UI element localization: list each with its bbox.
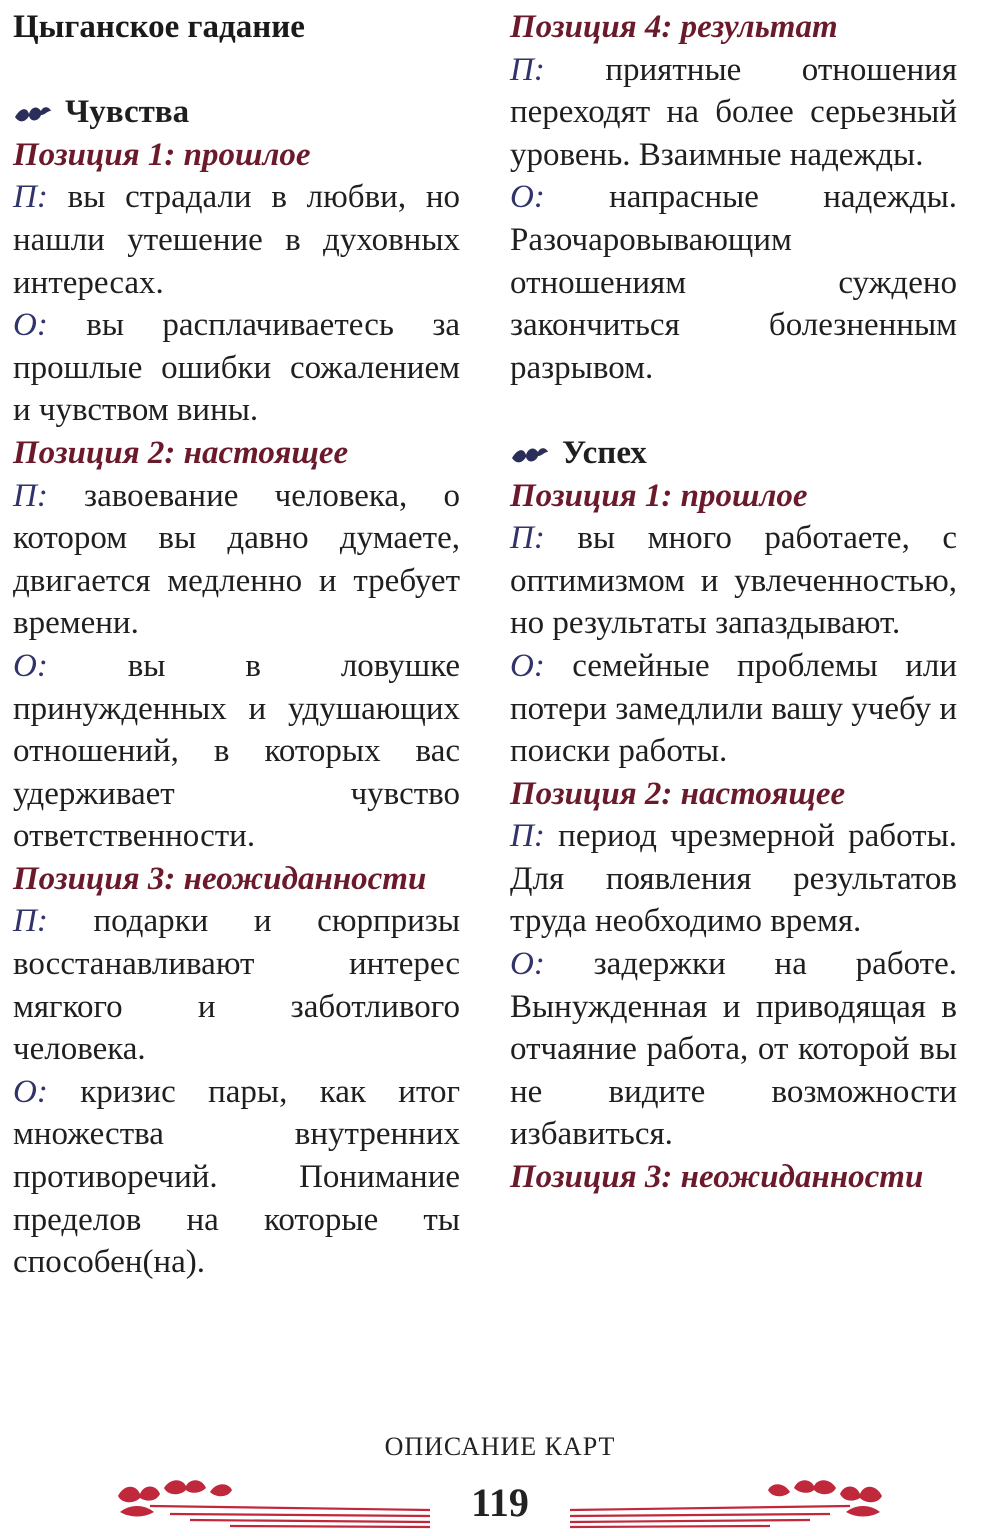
paragraph-reversed: О: напрасные надежды. Разочаровывающим отношениям суждено закончиться болезненным разрывом.: [510, 179, 958, 386]
paragraph-direct: П: подарки и сюрпризы восстанавливают интерес мягкого и заботливого человека.: [13, 903, 461, 1068]
position-heading: Позиция 2: настоящее: [510, 775, 846, 812]
page-number: 119: [471, 1480, 529, 1525]
left-column: [13, 6, 460, 1284]
paragraph-direct: П: вы много работаете, с оптимизмом и увлеченностью, но результаты запаздывают.: [510, 520, 957, 642]
label-direct: П:: [510, 51, 545, 88]
label-direct: П:: [13, 477, 48, 514]
label-direct: П:: [510, 818, 545, 855]
position-heading: Позиция 3: неожиданности: [13, 860, 427, 897]
label-reversed: О:: [13, 307, 48, 344]
label-reversed: О:: [510, 946, 545, 983]
label-reversed: О:: [510, 647, 545, 684]
position-heading: Позиция 1: прошлое: [13, 136, 311, 173]
label-direct: П:: [510, 520, 545, 557]
position-heading: Позиция 4: результат: [510, 9, 838, 45]
running-head: Цыганское гадание: [13, 9, 305, 45]
label-direct: П:: [13, 903, 48, 940]
position-heading: Позиция 3: неожиданности: [510, 1159, 924, 1196]
section-title-feelings: Чувства: [13, 91, 460, 134]
position-heading: Позиция 1: прошлое: [510, 477, 808, 514]
position-heading: Позиция 2: настоящее: [13, 434, 349, 471]
section-title-success: Успех: [510, 432, 957, 475]
paragraph-reversed: О: вы в ловушке принужденных и удушающих отношений, в которых вас удерживает чувство ответственности.: [13, 647, 461, 855]
paragraph-direct: П: завоевание человека, о котором вы давно думаете, двигается медленно и требует времени.: [13, 477, 460, 642]
fleuron-icon: [13, 91, 57, 134]
paragraph-reversed: О: вы расплачиваетесь за прошлые ошибки сожалением и чувством вины.: [13, 307, 461, 429]
paragraph-direct: П: вы страдали в любви, но нашли утешение в духовных интересах.: [13, 179, 461, 301]
label-direct: П:: [13, 179, 48, 216]
label-reversed: О:: [13, 647, 48, 684]
label-reversed: О:: [510, 179, 545, 216]
footer-section-title: ОПИСАНИЕ КАРТ: [384, 1432, 616, 1461]
paragraph-direct: П: период чрезмерной работы. Для появления результатов труда необходимо время.: [510, 818, 958, 940]
paragraph-reversed: О: семейные проблемы или потери замедлили вашу учебу и поиски работы.: [510, 647, 957, 770]
label-reversed: О:: [13, 1073, 48, 1110]
paragraph-reversed: О: задержки на работе. Вынужденная и приводящая в отчаяние работа, от которой вы не видите возможности избавиться.: [510, 946, 957, 1153]
paragraph-reversed: О: кризис пары, как итог множества внутренних противоречий. Понимание пределов на которые ты способен(на).: [13, 1073, 460, 1281]
fleuron-icon: [510, 432, 554, 475]
right-column: [510, 6, 957, 1199]
paragraph-direct: П: приятные отношения переходят на более серьезный уровень. Взаимные надежды.: [510, 51, 957, 173]
